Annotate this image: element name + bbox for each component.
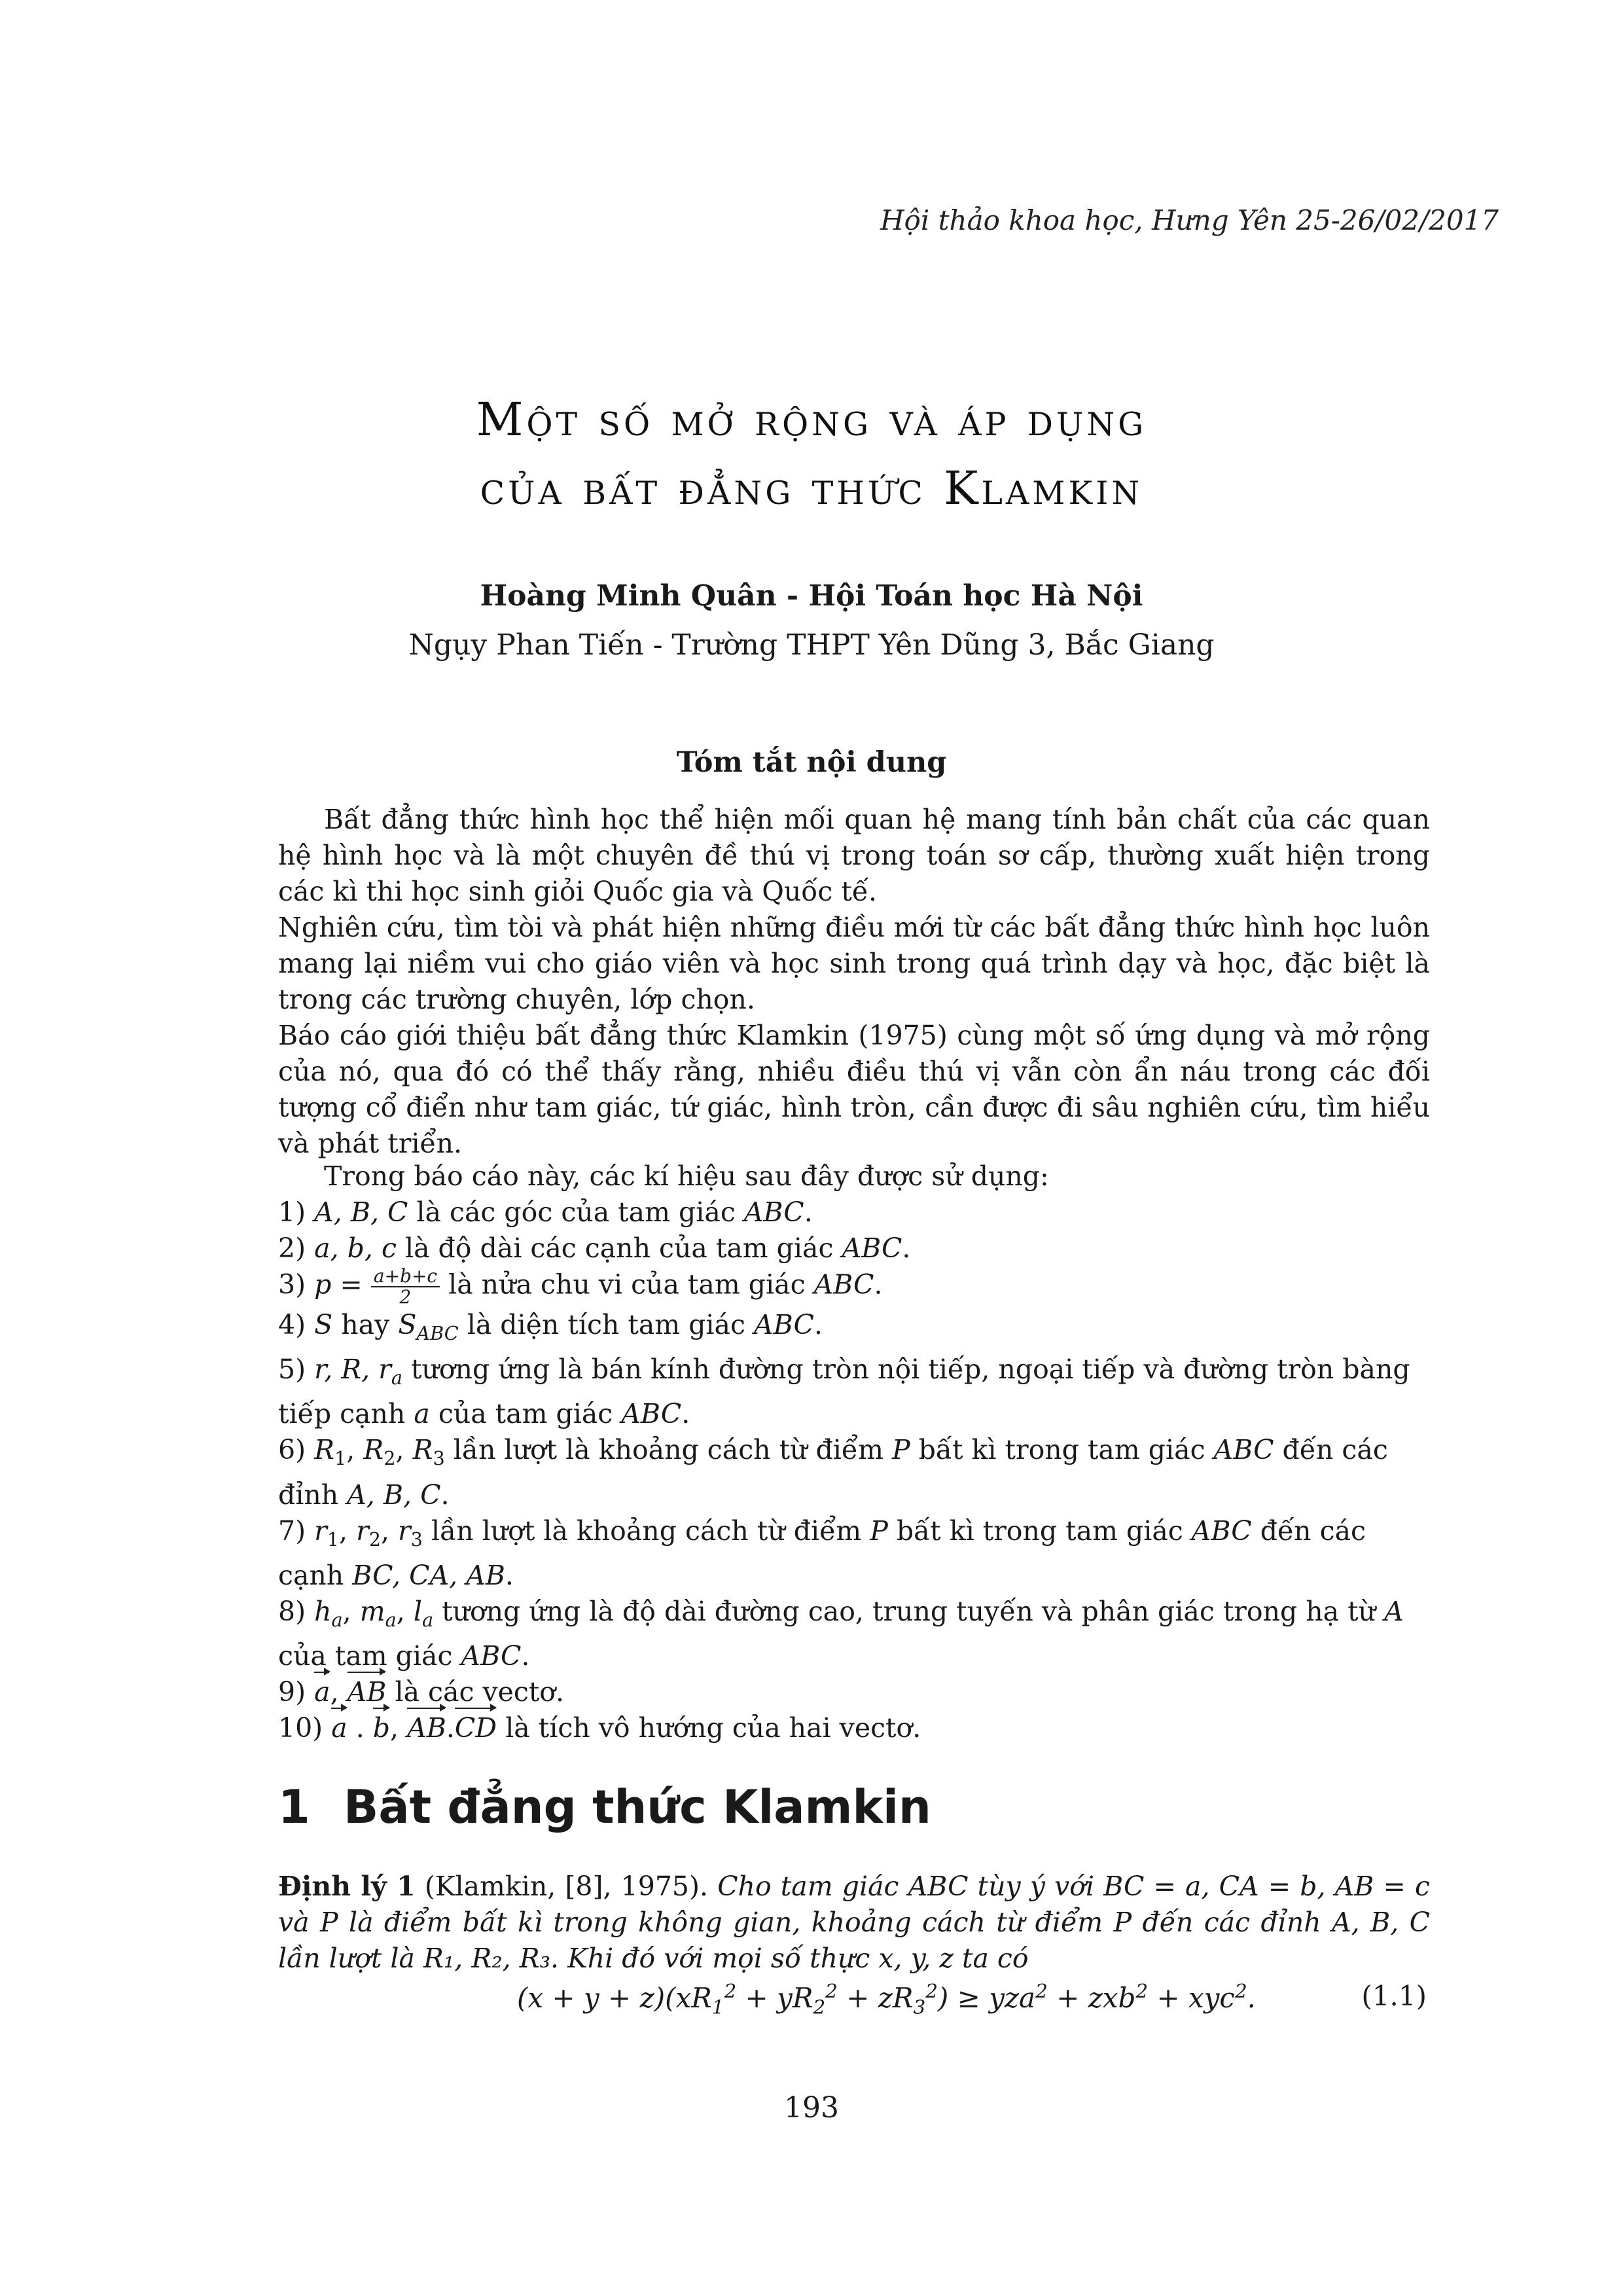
equation-number: (1.1) [1361, 1980, 1427, 2012]
notation-item-3: 3) p = $\frac{a+b+c}{2}$ là nửa chu vi của tam giác ABC. [278, 1265, 883, 1308]
vector-ab: AB [348, 1674, 387, 1710]
notation-item-8: 8) $h_a$, $m_a$, $l_a$ tương ứng là độ dài đường cao, trung tuyến và phân giác trong hạ từ A của tam giác ABC. [278, 1595, 1404, 1672]
equation-klamkin: $(x + y + z)(xR_1^2 + yR_2^2 + zR_3^2) \ge yza^2 + zxb^2 + xyc^2$. [517, 1980, 1257, 2018]
abstract-paragraph: Báo cáo giới thiệu bất đẳng thức Klamkin (1975) cùng một số ứng dụng và mở rộng của nó, qua đó có thể thấy rằng, nhiều điều thú vị vẫn còn ẩn náu trong các đối tượng cổ điển như tam giác, tứ giác, hình tròn, cần được đi sâu nghiên cứu, tìm hiểu và phát triển. [278, 1020, 1430, 1159]
section-number: 1 [278, 1780, 310, 1834]
vector-a: a [314, 1674, 330, 1710]
abstract-body [278, 802, 1430, 1162]
vector-a: a [331, 1710, 347, 1746]
title-line-1: Một số mở rộng và áp dụng [476, 393, 1147, 446]
theorem-attribution: (Klamkin, [8], 1975). [424, 1871, 709, 1902]
abstract-paragraph: Bất đẳng thức hình học thể hiện mối quan hệ mang tính bản chất của các quan hệ hình học và là một chuyên đề thú vị trong toán sơ cấp, thường xuất hiện trong các kì thi học sinh giỏi Quốc gia và Quốc tế. [278, 804, 1430, 907]
vector-cd: CD [455, 1710, 497, 1746]
theorem-statement: Cho tam giác ABC tùy ý với BC = a, CA = b, AB = c và P là điểm bất kì trong không gian, khoảng cách từ điểm P đến các đỉnh A, B, C lần lượt là R₁, R₂, R₃. Khi đó với mọi số thực x, y, z ta có [278, 1871, 1430, 1974]
author-1: Hoàng Minh Quân - Hội Toán học Hà Nội [480, 579, 1143, 613]
abstract-heading: Tóm tắt nội dung [676, 746, 947, 779]
theorem-label: Định lý 1 [278, 1871, 416, 1902]
vector-b: b [373, 1710, 390, 1746]
fraction-semiperimeter: $\frac{a+b+c}{2}$ [371, 1266, 440, 1307]
notation-list [278, 1158, 1430, 1746]
notation-item-5: 5) r, R, $r_a$ tương ứng là bán kính đường tròn nội tiếp, ngoại tiếp và đường tròn bàng tiếp cạnh a của tam giác ABC. [278, 1354, 1410, 1430]
author-2: Ngụy Phan Tiến - Trường THPT Yên Dũng 3, Bắc Giang [408, 628, 1215, 662]
notation-intro: Trong báo cáo này, các kí hiệu sau đây được sử dụng: [324, 1160, 1049, 1192]
notation-item-9: 9) a, AB là các vectơ. [278, 1674, 1430, 1710]
conference-header: Hội thảo khoa học, Hưng Yên 25-26/02/2017 [880, 204, 1499, 236]
notation-item-1: 1) A, B, C là các góc của tam giác ABC. [278, 1196, 813, 1228]
section-title: Bất đẳng thức Klamkin [344, 1780, 931, 1834]
notation-item-4: 4) S hay $S_{ABC}$ là diện tích tam giác ABC. [278, 1309, 823, 1345]
notation-item-10: 10) a . b, AB.CD là tích vô hướng của hai vectơ. [278, 1710, 1430, 1746]
vector-ab: AB [407, 1710, 446, 1746]
page-number: 193 [784, 2091, 839, 2125]
section-heading [278, 1780, 931, 1834]
title-line-2: của bất đẳng thức Klamkin [480, 461, 1143, 515]
notation-item-6: 6) $R_1$, $R_2$, $R_3$ lần lượt là khoảng cách từ điểm P bất kì trong tam giác ABC đến các đỉnh A, B, C. [278, 1434, 1388, 1511]
abstract-paragraph: Nghiên cứu, tìm tòi và phát hiện những điều mới từ các bất đẳng thức hình học luôn mang lại niềm vui cho giáo viên và học sinh trong quá trình dạy và học, đặc biệt là trong các trường chuyên, lớp chọn. [278, 912, 1430, 1015]
notation-item-7: 7) $r_1$, $r_2$, $r_3$ lần lượt là khoảng cách từ điểm P bất kì trong tam giác ABC đến các cạnh BC, CA, AB. [278, 1515, 1366, 1591]
notation-item-2: 2) a, b, c là độ dài các cạnh của tam giác ABC. [278, 1232, 911, 1264]
theorem-1 [278, 1869, 1430, 1977]
